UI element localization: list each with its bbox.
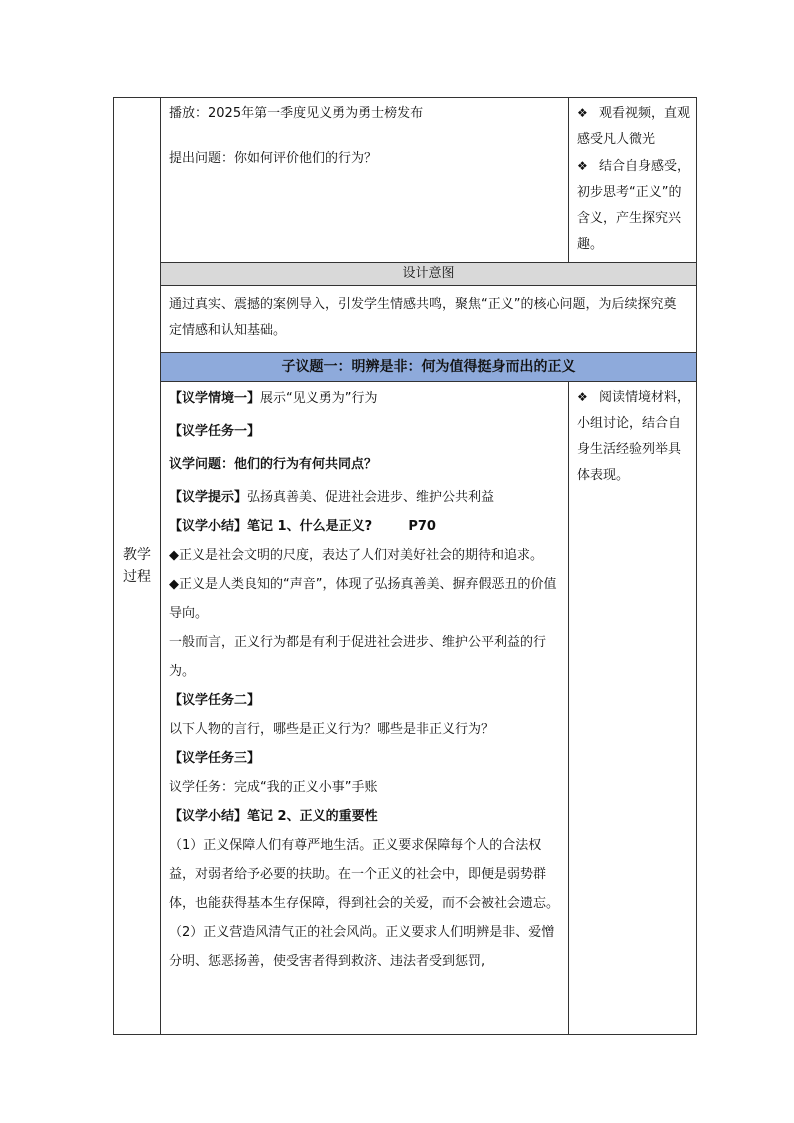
point-1: ◆正义是社会文明的尺度，表达了人们对美好社会的期待和追求。 — [169, 548, 543, 563]
design-intent-cell — [161, 286, 697, 353]
topic1-activity-1: ❖ 阅读情境材料，小组讨论，结合自身生活经验列举具体表现。 — [577, 384, 690, 489]
topic1-content-row — [114, 382, 697, 1035]
topic1-content-cell — [161, 382, 569, 1035]
topic1-header: 子议题一：明辨是非：何为值得挺身而出的正义 — [161, 353, 697, 382]
task3-tag-line: 【议学任务三】 — [169, 751, 261, 766]
point-2: ◆正义是人类良知的“声音”，体现了弘扬真善美、摒弃假恶丑的价值导向。 — [169, 577, 557, 621]
intro-activity-2: ❖ 结合自身感受，初步思考“正义”的含义，产生探究兴趣。 — [577, 153, 690, 258]
intro-content-cell — [161, 98, 569, 263]
design-intent-text: 通过真实、震撼的案例导入，引发学生情感共鸣，聚焦“正义”的核心问题，为后续探究奠定情感和认知基础。 — [169, 297, 677, 338]
question-line: 议学问题：他们的行为有何共同点？ — [169, 457, 378, 472]
summary1-line: 【议学小结】笔记 1、什么是正义? P70 — [169, 519, 436, 534]
stage-label-cell — [114, 98, 161, 1035]
task3-text-line: 议学任务：完成“我的正义小事”手账 — [169, 780, 378, 795]
task2-text-line: 以下人物的言行，哪些是正义行为？哪些是非正义行为？ — [169, 722, 495, 737]
general-statement: 一般而言，正义行为都是有利于促进社会进步、维护公平利益的行为。 — [169, 635, 547, 679]
intro-row — [114, 98, 697, 263]
topic1-header-row — [114, 353, 697, 382]
design-intent-header-row — [114, 263, 697, 286]
situation-line: 【议学情境一】展示“见义勇为”行为 — [169, 391, 378, 406]
design-intent-row — [114, 286, 697, 353]
importance-1: （1）正义保障人们有尊严地生活。正义要求保障每个人的合法权益，对弱者给予必要的扶助。在一个正义的社会中，即便是弱势群体，也能获得基本生存保障，得到社会的关爱，而不会被社会遗忘。 — [169, 838, 560, 911]
task1-line: 【议学任务一】 — [169, 424, 261, 439]
diamond-bullet-icon: ❖ — [577, 159, 588, 173]
intro-question-line: 提出问题：你如何评价他们的行为？ — [169, 151, 378, 166]
lesson-plan-table — [113, 97, 697, 1035]
intro-play-line: 播放：2025年第一季度见义勇为勇士榜发布 — [169, 106, 424, 121]
diamond-bullet-icon: ❖ — [577, 106, 588, 120]
importance-2: （2）正义营造风清气正的社会风尚。正义要求人们明辨是非、爱憎分明、惩恶扬善，使受害者得到救济、违法者受到惩罚, — [169, 925, 555, 969]
summary2-line: 【议学小结】笔记 2、正义的重要性 — [169, 809, 378, 824]
topic1-activity-cell — [569, 382, 697, 1035]
design-intent-header: 设计意图 — [161, 263, 697, 286]
hint-line: 【议学提示】弘扬真善美、促进社会进步、维护公共利益 — [169, 490, 495, 505]
intro-activity-cell — [569, 98, 697, 263]
stage-label-line-2: 过程 — [123, 569, 151, 585]
stage-label-line-1: 教学 — [123, 547, 151, 563]
diamond-bullet-icon: ❖ — [577, 390, 588, 404]
task2-tag-line: 【议学任务二】 — [169, 693, 261, 708]
intro-activity-1: ❖ 观看视频，直观感受凡人微光 — [577, 100, 690, 153]
